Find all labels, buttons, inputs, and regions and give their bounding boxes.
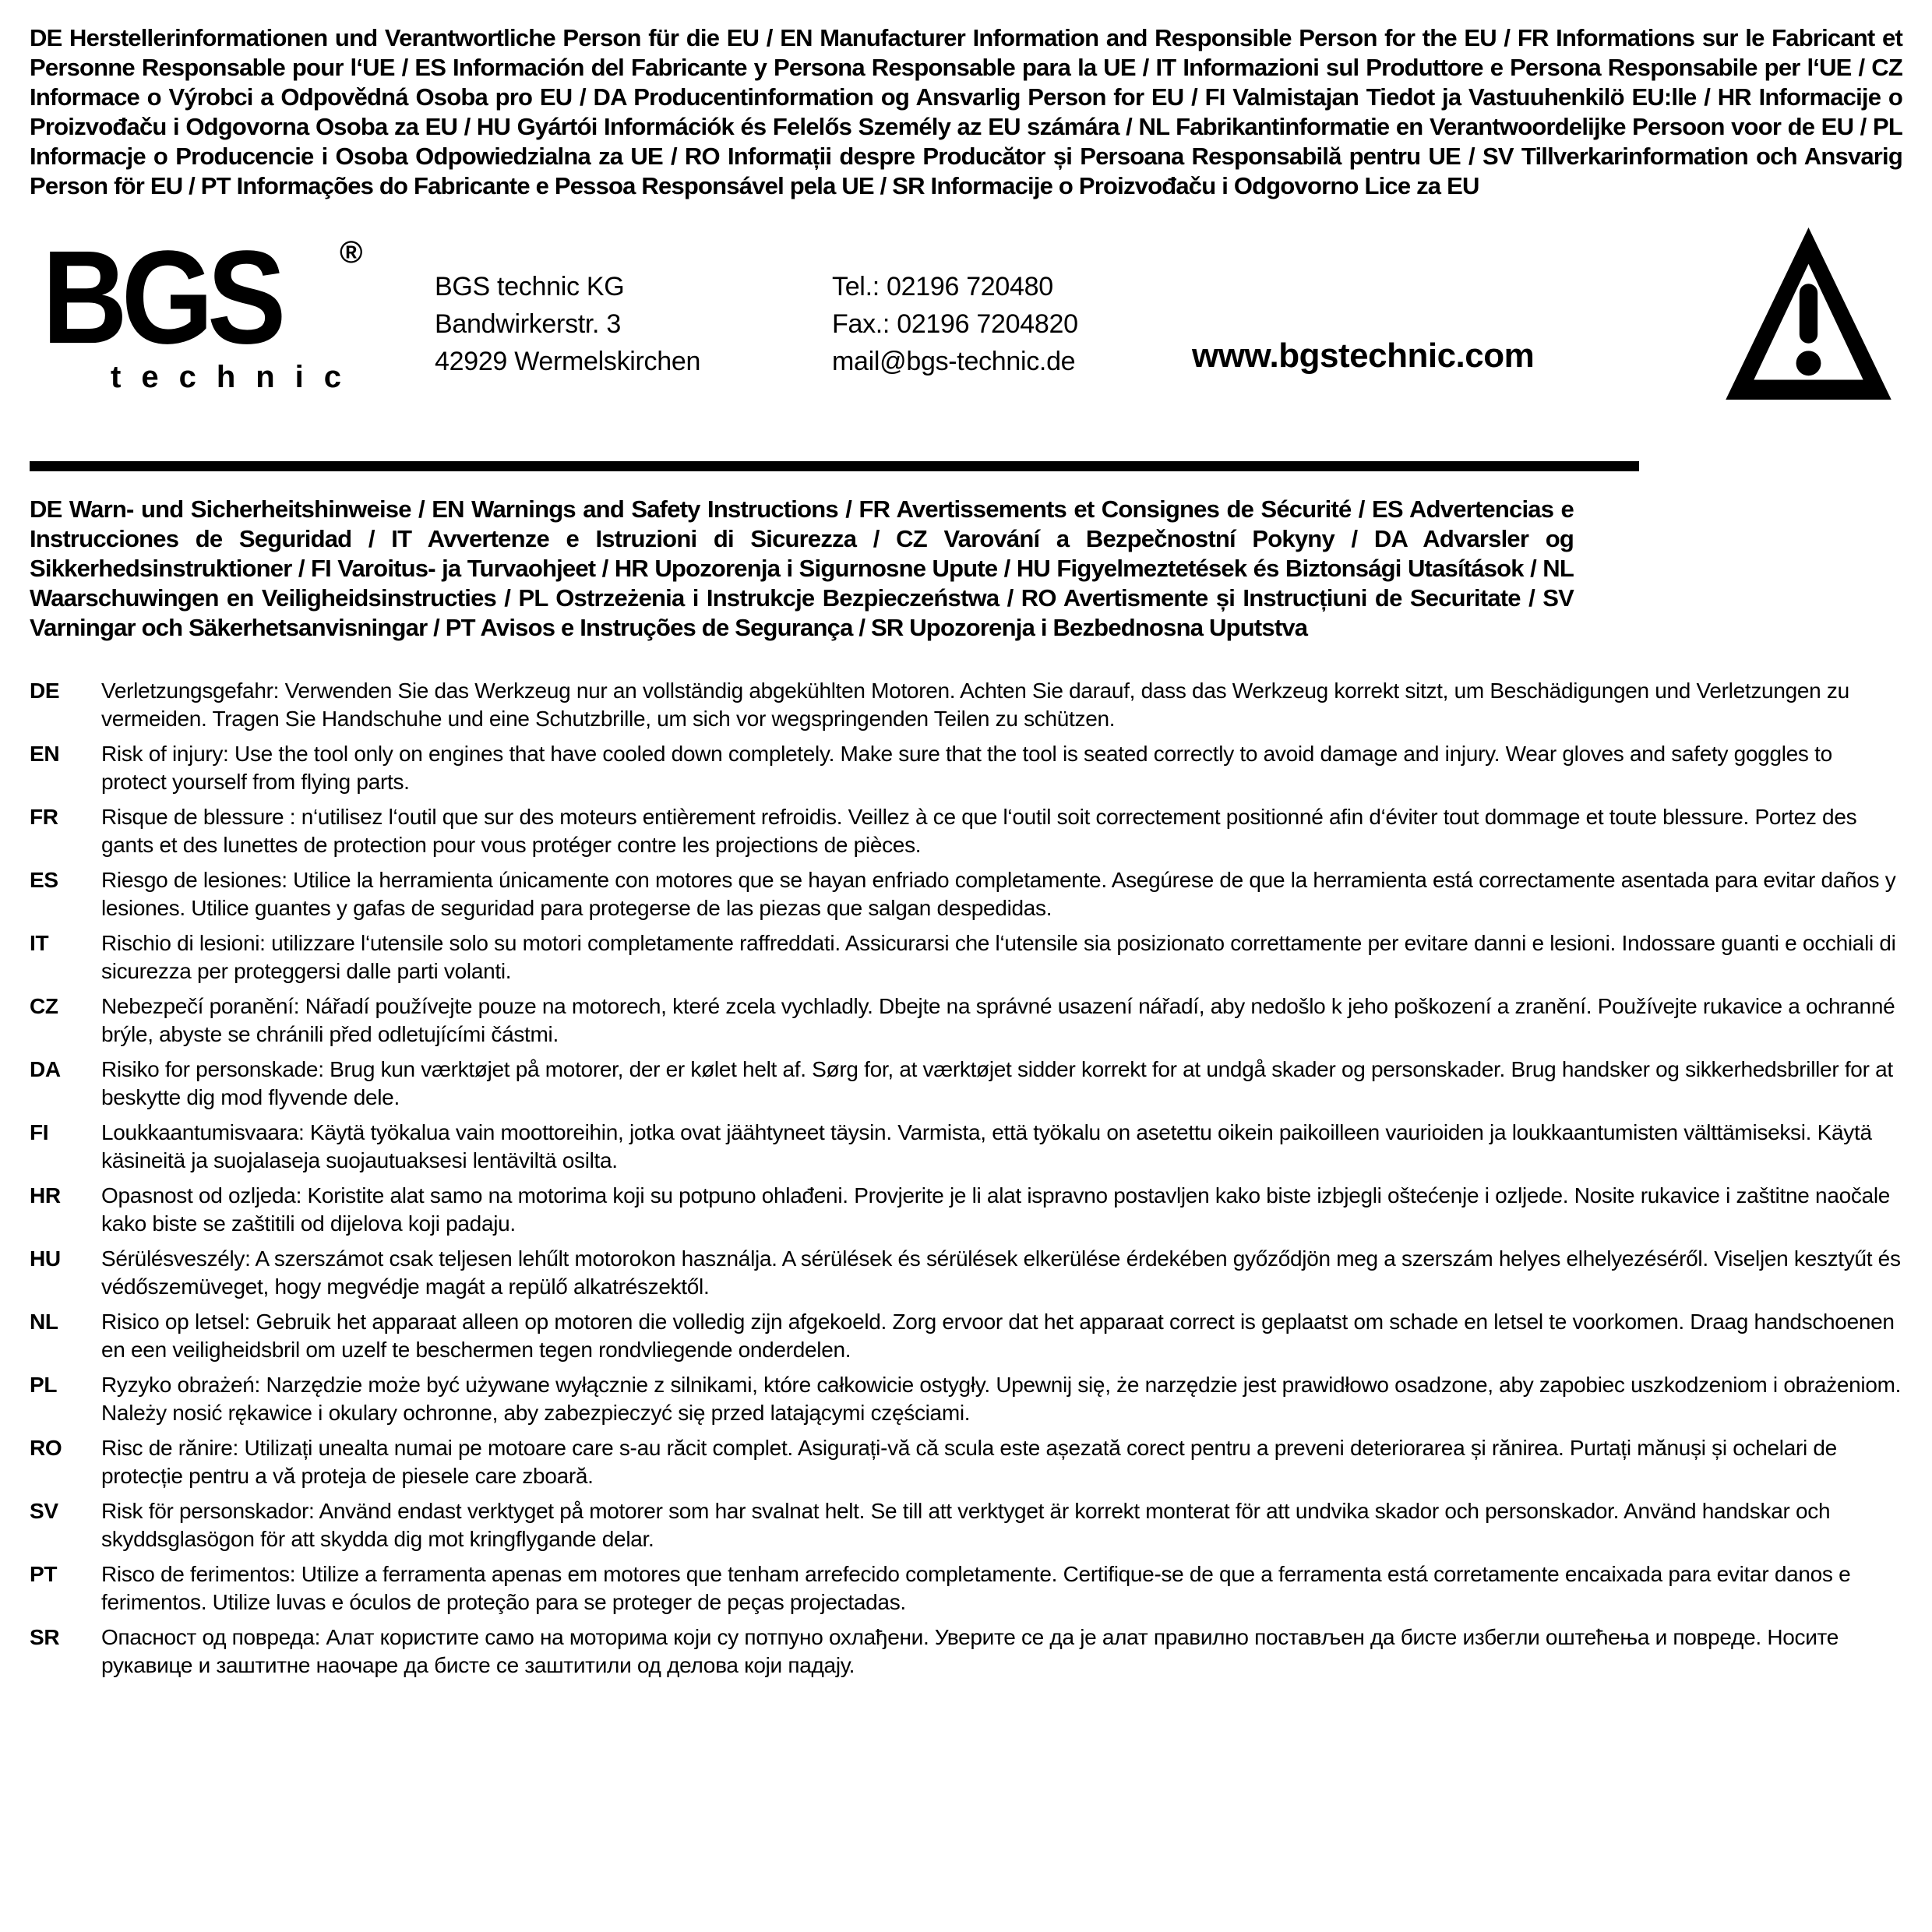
warning-row xyxy=(30,992,1902,1049)
warning-text: Risk of injury: Use the tool only on engines that have cooled down completely. Make sure that the tool is seated correctly to avoid damage and injury. Wear gloves and safety goggles to protect yourself from flying parts. xyxy=(101,742,1832,794)
warning-text: Loukkaantumisvaara: Käytä työkalua vain moottoreihin, jotka ovat jäähtyneet täysin. Varmista, että työkalu on asetettu oikein paikoilleen vaurioiden ja loukkaantumisten välttämiseksi. Käytä käsineitä ja suojalaseja suojautuaksesi lentäviltä osilta. xyxy=(101,1120,1872,1172)
language-code: FR xyxy=(30,805,58,829)
warning-row xyxy=(30,1245,1902,1301)
warning-row xyxy=(30,1182,1902,1238)
company-website: www.bgstechnic.com xyxy=(1192,337,1535,375)
language-code: FI xyxy=(30,1120,49,1144)
warning-row xyxy=(30,866,1902,922)
language-code: NL xyxy=(30,1310,58,1334)
warning-text: Risque de blessure : n‘utilisez l‘outil que sur des moteurs entièrement refroidis. Veillez à ce que l‘outil soit correctement positionné afin d‘éviter tout dommage et toute blessure. Portez des gants et des lunettes de protection pour vous protéger contre les projections de pièces. xyxy=(101,805,1857,857)
warning-row xyxy=(30,740,1902,796)
warning-text: Verletzungsgefahr: Verwenden Sie das Werkzeug nur an vollständig abgekühlten Motoren. Achten Sie darauf, dass das Werkzeug korrekt sitzt, um Beschädigungen und Verletzungen zu vermeiden. Tragen Sie Handschuhe und eine Schutzbrille, um sich vor wegspringenden Teilen zu schützen. xyxy=(101,679,1849,731)
warning-text: Sérülésveszély: A szerszámot csak teljesen lehűlt motorokon használja. A sérülések és sérülések elkerülése érdekében győződjön meg a szerszám helyes elhelyezéséről. Viseljen kesztyűt és védőszemüveget, hogy megvédje magát a repülő alkatrészektől. xyxy=(101,1246,1901,1299)
warning-text: Risk för personskador: Använd endast verktyget på motorer som har svalnat helt. Se till att verktyget är korrekt monterat för att undvika skador och personskador. Använd handskar och skyddsglasögon för att skydda dig mot kringflygande delar. xyxy=(101,1499,1831,1551)
registered-trademark-icon: ® xyxy=(340,235,363,270)
warning-row xyxy=(30,1497,1902,1553)
safety-instructions-header: DE Warn- und Sicherheitshinweise / EN Warnings and Safety Instructions / FR Avertissements et Consignes de Sécurité / ES Advertencias e Instrucciones de Seguridad / IT Avvertenze e Istruzioni di Sicurezza / CZ Varování a Bezpečnostní Pokyny / DA Advarsler og Sikkerhedsinstruktioner / FI Varoitus- ja Turvaohjeet / HR Upozorenja i Sigurnosne Upute / HU Figyelmeztetések és Biztonsági Utasítások / NL Waarschuwingen en Veiligheidsinstructies / PL Ostrzeżenia i Instrukcje Bezpieczeństwa / RO Avertismente și Instrucțiuni de Securitate / SV Varningar och Säkerhetsanvisningar / PT Avisos e Instruções de Segurança / SR Upozorenja i Bezbednosna Uputstva xyxy=(30,495,1574,641)
warning-row xyxy=(30,1056,1902,1112)
language-code: ES xyxy=(30,868,58,892)
language-code: IT xyxy=(30,931,49,955)
warning-text: Risco de ferimentos: Utilize a ferramenta apenas em motores que tenham arrefecido completamente. Certifique-se de que a ferramenta está corretamente encaixada para evitar danos e ferimentos. Utilize luvas e óculos de proteção para se proteger de peças projectadas. xyxy=(101,1562,1851,1614)
language-code: RO xyxy=(30,1436,62,1460)
warning-row xyxy=(30,677,1902,733)
warning-row xyxy=(30,1119,1902,1175)
manufacturer-info-header: DE Herstellerinformationen und Verantwortliche Person für die EU / EN Manufacturer Information and Responsible Person for the EU / FR Informations sur le Fabricant et Personne Responsable pour l‘UE / ES Información del Fabricante y Persona Responsable para la UE / IT Informazioni sul Produttore e Persona Responsabile per l‘UE / CZ Informace o Výrobci a Odpovědná Osoba pro EU / DA Producentinformation og Ansvarlig Person for EU / FI Valmistajan Tiedot ja Vastuuhenkilö EU:lle / HR Informacije o Proizvođaču i Odgovorna Osoba za EU / HU Gyártói Információk és Felelős Személy az EU számára / NL Fabrikantinformatie en Verantwoordelijke Persoon voor de EU / PL Informacje o Producencie i Osoba Odpowiedzialna za UE / RO Informații despre Producător și Persoana Responsabilă pentru UE / SV Tillverkarinformation och Ansvarig Person för EU / PT Informações do Fabricante e Pessoa Responsável pela UE / SR Informacije o Proizvođaču i Odgovorno Lice za EU xyxy=(30,24,1902,199)
warning-text: Risc de rănire: Utilizați unealta numai pe motoare care s-au răcit complet. Asigurați-vă că scula este așezată corect pentru a preveni deteriorarea și rănirea. Purtați mănuși și ochelari de protecție pentru a vă proteja de piesele care zboară. xyxy=(101,1436,1837,1488)
warnings-list xyxy=(30,677,1902,1680)
warning-text: Risiko for personskade: Brug kun værktøjet på motorer, der er kølet helt af. Sørg for, at værktøjet sidder korrekt for at undgå skader og personskader. Brug handsker og sikkerhedsbriller for at beskytte dig mod flyvende dele. xyxy=(101,1057,1893,1109)
company-city: 42929 Wermelskirchen xyxy=(435,347,701,376)
warning-triangle-icon xyxy=(1726,227,1891,404)
language-code: CZ xyxy=(30,994,58,1018)
language-code: DE xyxy=(30,679,60,703)
language-code: SV xyxy=(30,1499,58,1523)
language-code: EN xyxy=(30,742,60,766)
language-code: HR xyxy=(30,1183,61,1208)
warning-row xyxy=(30,1560,1902,1616)
bgs-logo-subtext: technic xyxy=(111,360,362,394)
bgs-logo-text: BGS xyxy=(42,223,280,372)
company-name: BGS technic KG xyxy=(435,272,625,301)
language-code: PL xyxy=(30,1373,58,1397)
warning-text: Opasnost od ozljeda: Koristite alat samo na motorima koji su potpuno ohlađeni. Provjerite je li alat ispravno postavljen kako biste izbjegli oštećenje i ozljede. Nosite rukavice i zaštitne naočale kako biste se zaštitili od dijelova koji padaju. xyxy=(101,1183,1891,1236)
warning-row xyxy=(30,1371,1902,1427)
company-email: mail@bgs-technic.de xyxy=(832,347,1076,376)
warning-text: Ryzyko obrażeń: Narzędzie może być używane wyłącznie z silnikami, które całkowicie ostygły. Upewnij się, że narzędzie jest prawidłowo osadzone, aby zapobiec uszkodzeniom i obrażeniom. Należy nosić rękawice i okulary ochronne, aby zabezpieczyć się przed latającymi częściami. xyxy=(101,1373,1902,1425)
warning-row xyxy=(30,803,1902,859)
warning-row xyxy=(30,929,1902,985)
language-code: PT xyxy=(30,1562,58,1586)
warning-row xyxy=(30,1308,1902,1364)
language-code: HU xyxy=(30,1246,61,1271)
warning-text: Risico op letsel: Gebruik het apparaat alleen op motoren die volledig zijn afgekoeld. Zorg ervoor dat het apparaat correct is geplaatst om schade en letsel te voorkomen. Draag handschoenen en een veiligheidsbril om uzelf te beschermen tegen rondvliegende onderdelen. xyxy=(101,1310,1895,1362)
company-contact xyxy=(832,268,1078,380)
warning-text: Riesgo de lesiones: Utilice la herramienta únicamente con motores que se hayan enfriado completamente. Asegúrese de que la herramienta está correctamente asentada para evitar daños y lesiones. Utilice guantes y gafas de seguridad para protegerse de las piezas que salgan despedidas. xyxy=(101,868,1896,920)
company-address xyxy=(435,268,700,380)
language-code: DA xyxy=(30,1057,61,1081)
company-street: Bandwirkerstr. 3 xyxy=(435,309,621,339)
warning-row xyxy=(30,1434,1902,1490)
company-fax: Fax.: 02196 7204820 xyxy=(832,309,1078,339)
warning-text: Опасност од повреда: Алат користите само на моторима који су потпуно охлађени. Уверите се да је алат правилно постављен да бисте избегли оштећења и повреде. Носите рукавице и заштитне наочаре да бисте се заштитили од делова који падају. xyxy=(101,1625,1839,1677)
warning-text: Rischio di lesioni: utilizzare l‘utensile solo su motori completamente raffreddati. Assicurarsi che l‘utensile sia posizionato correttamente per evitare danni e lesioni. Indossare guanti e occhiali di sicurezza per proteggersi dalle parti volanti. xyxy=(101,931,1896,983)
company-tel: Tel.: 02196 720480 xyxy=(832,272,1053,301)
bgs-logo xyxy=(42,223,377,395)
language-code: SR xyxy=(30,1625,60,1649)
divider-rule xyxy=(30,461,1639,471)
warning-row xyxy=(30,1624,1902,1680)
warning-text: Nebezpečí poranění: Nářadí používejte pouze na motorech, které zcela vychladly. Dbejte na správné usazení nářadí, aby nedošlo k jeho poškození a zranění. Používejte rukavice a ochranné brýle, abyste se chránili před odletujícími částmi. xyxy=(101,994,1895,1046)
company-block xyxy=(30,223,1902,435)
